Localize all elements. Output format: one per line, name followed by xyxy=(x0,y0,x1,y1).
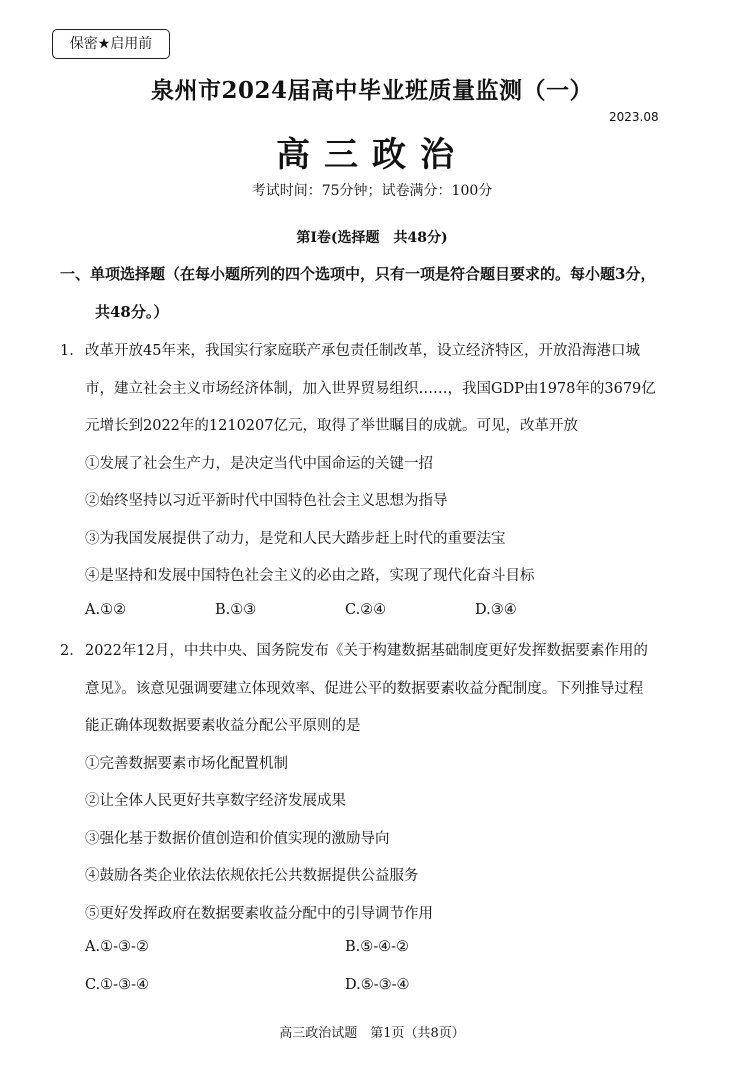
exam-title: 泉州市2024届高中毕业班质量监测（一） xyxy=(150,77,593,104)
question-stem-line: 意见》。该意见强调要建立体现效率、促进公平的数据要素收益分配制度。下列推导过程 xyxy=(85,681,644,697)
section-heading-continued: 共48分。） xyxy=(95,303,169,321)
answer-option: D.⑤-③-④ xyxy=(345,977,410,993)
question-number: 1． xyxy=(60,343,84,359)
statement-item: ④鼓励各类企业依法依规依托公共数据提供公益服务 xyxy=(85,868,419,884)
question-stem-line: 2022年12月，中共中央、国务院发布《关于构建数据基础制度更好发挥数据要素作用的 xyxy=(85,643,648,659)
statement-item: ③强化基于数据价值创造和价值实现的激励导向 xyxy=(85,831,390,847)
section-heading: 一、单项选择题（在每小题所列的四个选项中，只有一项是符合题目要求的。每小题3分， xyxy=(60,265,656,283)
statement-item: ②始终坚持以习近平新时代中国特色社会主义思想为指导 xyxy=(85,493,448,509)
statement-item: ④是坚持和发展中国特色社会主义的必由之路，实现了现代化奋斗目标 xyxy=(85,568,535,584)
exam-time-and-score: 考试时间：75分钟；试卷满分：100分 xyxy=(251,183,493,199)
answer-option: D.③④ xyxy=(475,602,517,618)
question-stem-line: 市，建立社会主义市场经济体制，加入世界贸易组织……，我国GDP由1978年的3679亿 xyxy=(85,381,656,397)
question-stem-line: 改革开放45年来，我国实行家庭联产承包责任制改革，设立经济特区，开放沿海港口城 xyxy=(85,343,640,359)
answer-option: B.⑤-④-② xyxy=(345,939,410,955)
confidential-label: 保密★启用前 xyxy=(52,29,170,59)
exam-date: 2023.08 xyxy=(609,110,659,124)
statement-item: ⑤更好发挥政府在数据要素收益分配中的引导调节作用 xyxy=(85,906,433,922)
answer-option: A.①-③-② xyxy=(85,939,149,955)
answer-option: B.①③ xyxy=(215,602,257,618)
answer-option: C.②④ xyxy=(345,602,387,618)
statement-item: ①完善数据要素市场化配置机制 xyxy=(85,756,288,772)
question-stem-line: 元增长到2022年的1210207亿元，取得了举世瞩目的成就。可见，改革开放 xyxy=(85,418,578,434)
answer-option: A.①② xyxy=(85,602,127,618)
subject-title: 高三政治 xyxy=(276,135,468,175)
statement-item: ③为我国发展提供了动力，是党和人民大踏步赶上时代的重要法宝 xyxy=(85,531,506,547)
statement-item: ②让全体人民更好共享数字经济发展成果 xyxy=(85,793,346,809)
answer-option: C.①-③-④ xyxy=(85,977,149,993)
question-stem-line: 能正确体现数据要素收益分配公平原则的是 xyxy=(85,718,361,734)
question-number: 2． xyxy=(60,643,84,659)
statement-item: ①发展了社会生产力，是决定当代中国命运的关键一招 xyxy=(85,456,433,472)
volume-title: 第Ⅰ卷(选择题 共48分) xyxy=(296,230,448,246)
page-footer: 高三政治试题 第1页（共8页） xyxy=(279,1026,465,1041)
